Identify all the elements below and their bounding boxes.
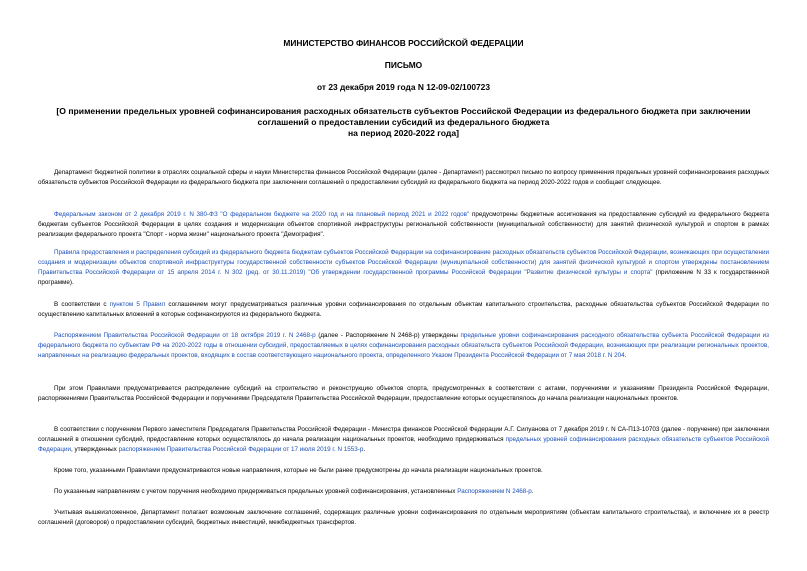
paragraph-3 (38, 248, 769, 288)
paragraph-9-text-a: По указанным направлениям с учетом поручения необходимо придерживаться предельных уровней софинансирования, установленных (54, 488, 458, 495)
paragraph-7 (38, 425, 769, 455)
paragraph-5 (38, 331, 769, 361)
paragraph-3-text: (приложение N 33 к государственной программе). (38, 269, 769, 286)
paragraph-7-text-b: , утвержденных (70, 446, 119, 453)
ministry-heading: МИНИСТЕРСТВО ФИНАНСОВ РОССИЙСКОЙ ФЕДЕРАЦИИ (283, 38, 524, 48)
paragraph-2 (38, 210, 769, 240)
regional-cofinancing-link[interactable]: предельных уровней софинансирования расходных обязательств субъектов Российской Федерации (38, 436, 769, 453)
title-line-1: [О применении предельных уровней софинансирования расходных обязательств субъектов Российской Федерации из федерального бюджета при заключении (56, 106, 751, 116)
title-line-2: соглашений о предоставлении субсидий из федерального бюджета (257, 117, 550, 127)
paragraph-1: Департамент бюджетной политики в отраслях социальной сферы и науки Министерства финансов Российской Федерации (далее - Департамент) рассмотрел письмо по вопросу применения предельных уровней софинансирования расходных обязательств субъектов Российской Федерации из федерального бюджета при заключении соглашений о предоставлении субсидий из федерального бюджета на период 2020-2022 годов и сообщает следующее. (38, 169, 769, 186)
paragraph-10: Учитывая вышеизложенное, Департамент полагает возможным заключение соглашений, содержащих различные уровни софинансирования по отдельным мероприятиям (объектам капитального строительства), и включение их в реестр соглашений (договоров) о предоставлении субсидий, бюджетных инвестиций, межбюджетных трансфертов. (38, 509, 769, 526)
cofinancing-levels-link[interactable]: предельные уровни софинансирования расходного обязательства субъекта Российской Федерации из федерального бюджета по субъектам РФ на 2020-2022 годы в отношении субсидий, предоставляемых в целях софинансирования расходных обязательств субъектов Российской Федерации, возникающих при реализации региональных проектов, направленных на реализацию федеральных проектов, входящих в состав соответствующего национального проекта, определенного Указом Президента Российской Федерации от 7 мая 2018 г. N 204 (38, 332, 769, 359)
paragraph-5-text-b: . (624, 352, 627, 359)
paragraph-7-text-a: В соответствии с поручением Первого заместителя Председателя Правительства Российской Федерации - Министра финансов Российской Федерации А.Г. Силуанова от 7 декабря 2019 г. N СА-П13-10703 (далее - поручение) при заключении соглашений в отношении субсидий, предоставление которых осуществлялось до начала реализации национальных проектов, необходимо придерживаться (38, 426, 769, 443)
paragraph-9 (38, 487, 769, 497)
paragraph-9-text-b: . (531, 488, 534, 495)
paragraph-4-text-a: В соответствии с (54, 301, 110, 308)
document-type: ПИСЬМО (384, 60, 423, 70)
subsidy-rules-link[interactable]: Правила предоставления и распределения субсидий из федерального бюджета бюджетам субъектов Российской Федерации на софинансирование расходных обязательств субъектов Российской Федерации, возникающих при осуществлении создания и модернизации объектов спортивной инфраструктуры государственной собственности субъектов Российской Федерации (муниципальной собственности) для занятий физической культурой и спортом утверждены постановлением Правительства Российской Федерации от 15 апреля 2014 г. N 302 (ред. от 30.11.2019) "Об утверждении государственной программы Российской Федерации "Развитие физической культуры и спорта" (38, 249, 769, 276)
order-2468-short-link[interactable]: Распоряжением N 2468-р (457, 488, 532, 495)
paragraph-7-text-c: . (363, 446, 366, 453)
paragraph-5-text-a: (далее - Распоряжение N 2468-р) утверждены (315, 332, 461, 339)
federal-law-link[interactable]: Федеральным законом от 2 декабря 2019 г. N 380-ФЗ "О федеральном бюджете на 2020 год и на плановый период 2021 и 2022 годов" (54, 211, 470, 218)
paragraph-4 (38, 300, 769, 320)
rules-clause-5-link[interactable]: пунктом 5 Правил (109, 301, 166, 308)
document-title (40, 106, 767, 139)
paragraph-2-text: предусмотрены бюджетные ассигнования на предоставление субсидий из федерального бюджета бюджетам субъектов Российской Федерации в целях создания и модернизации объектов спортивной инфраструктуры региональной собственности (муниципальной собственности) для занятий физической культурой и спортом в рамках реализации федерального проекта "Спорт - норма жизни" национального проекта "Демография". (38, 211, 769, 238)
title-line-3: на период 2020-2022 года] (347, 128, 460, 138)
paragraph-4-text-b: соглашением могут предусматриваться различные уровни софинансирования по отдельным объектам капитального строительства, расходные обязательства субъектов Российской Федерации по осуществлению капитальных вложений в которые софинансируются из федерального бюджета. (38, 301, 770, 318)
order-2468-link[interactable]: Распоряжением Правительства Российской Федерации от 18 октября 2019 г. N 2468-р (54, 332, 316, 339)
order-1553-link[interactable]: распоряжением Правительства Российской Федерации от 17 июля 2019 г. N 1553-р (118, 446, 364, 453)
paragraph-8: Кроме того, указанными Правилами предусматриваются новые направления, которые не были ранее предусмотрены до начала реализации национальных проектов. (54, 467, 543, 474)
paragraph-6: При этом Правилами предусматривается распределение субсидий на строительство и реконструкцию объектов спорта, предусмотренных в соответствии с актами, поручениями и указаниями Президента Российской Федерации, распоряжениями Правительства Российской Федерации и поручениями Председателя Правительства Российской Федерации, предоставление которых осуществлялось до начала реализации национальных проектов. (38, 385, 769, 402)
document-date-number: от 23 декабря 2019 года N 12-09-02/100723 (316, 82, 490, 92)
